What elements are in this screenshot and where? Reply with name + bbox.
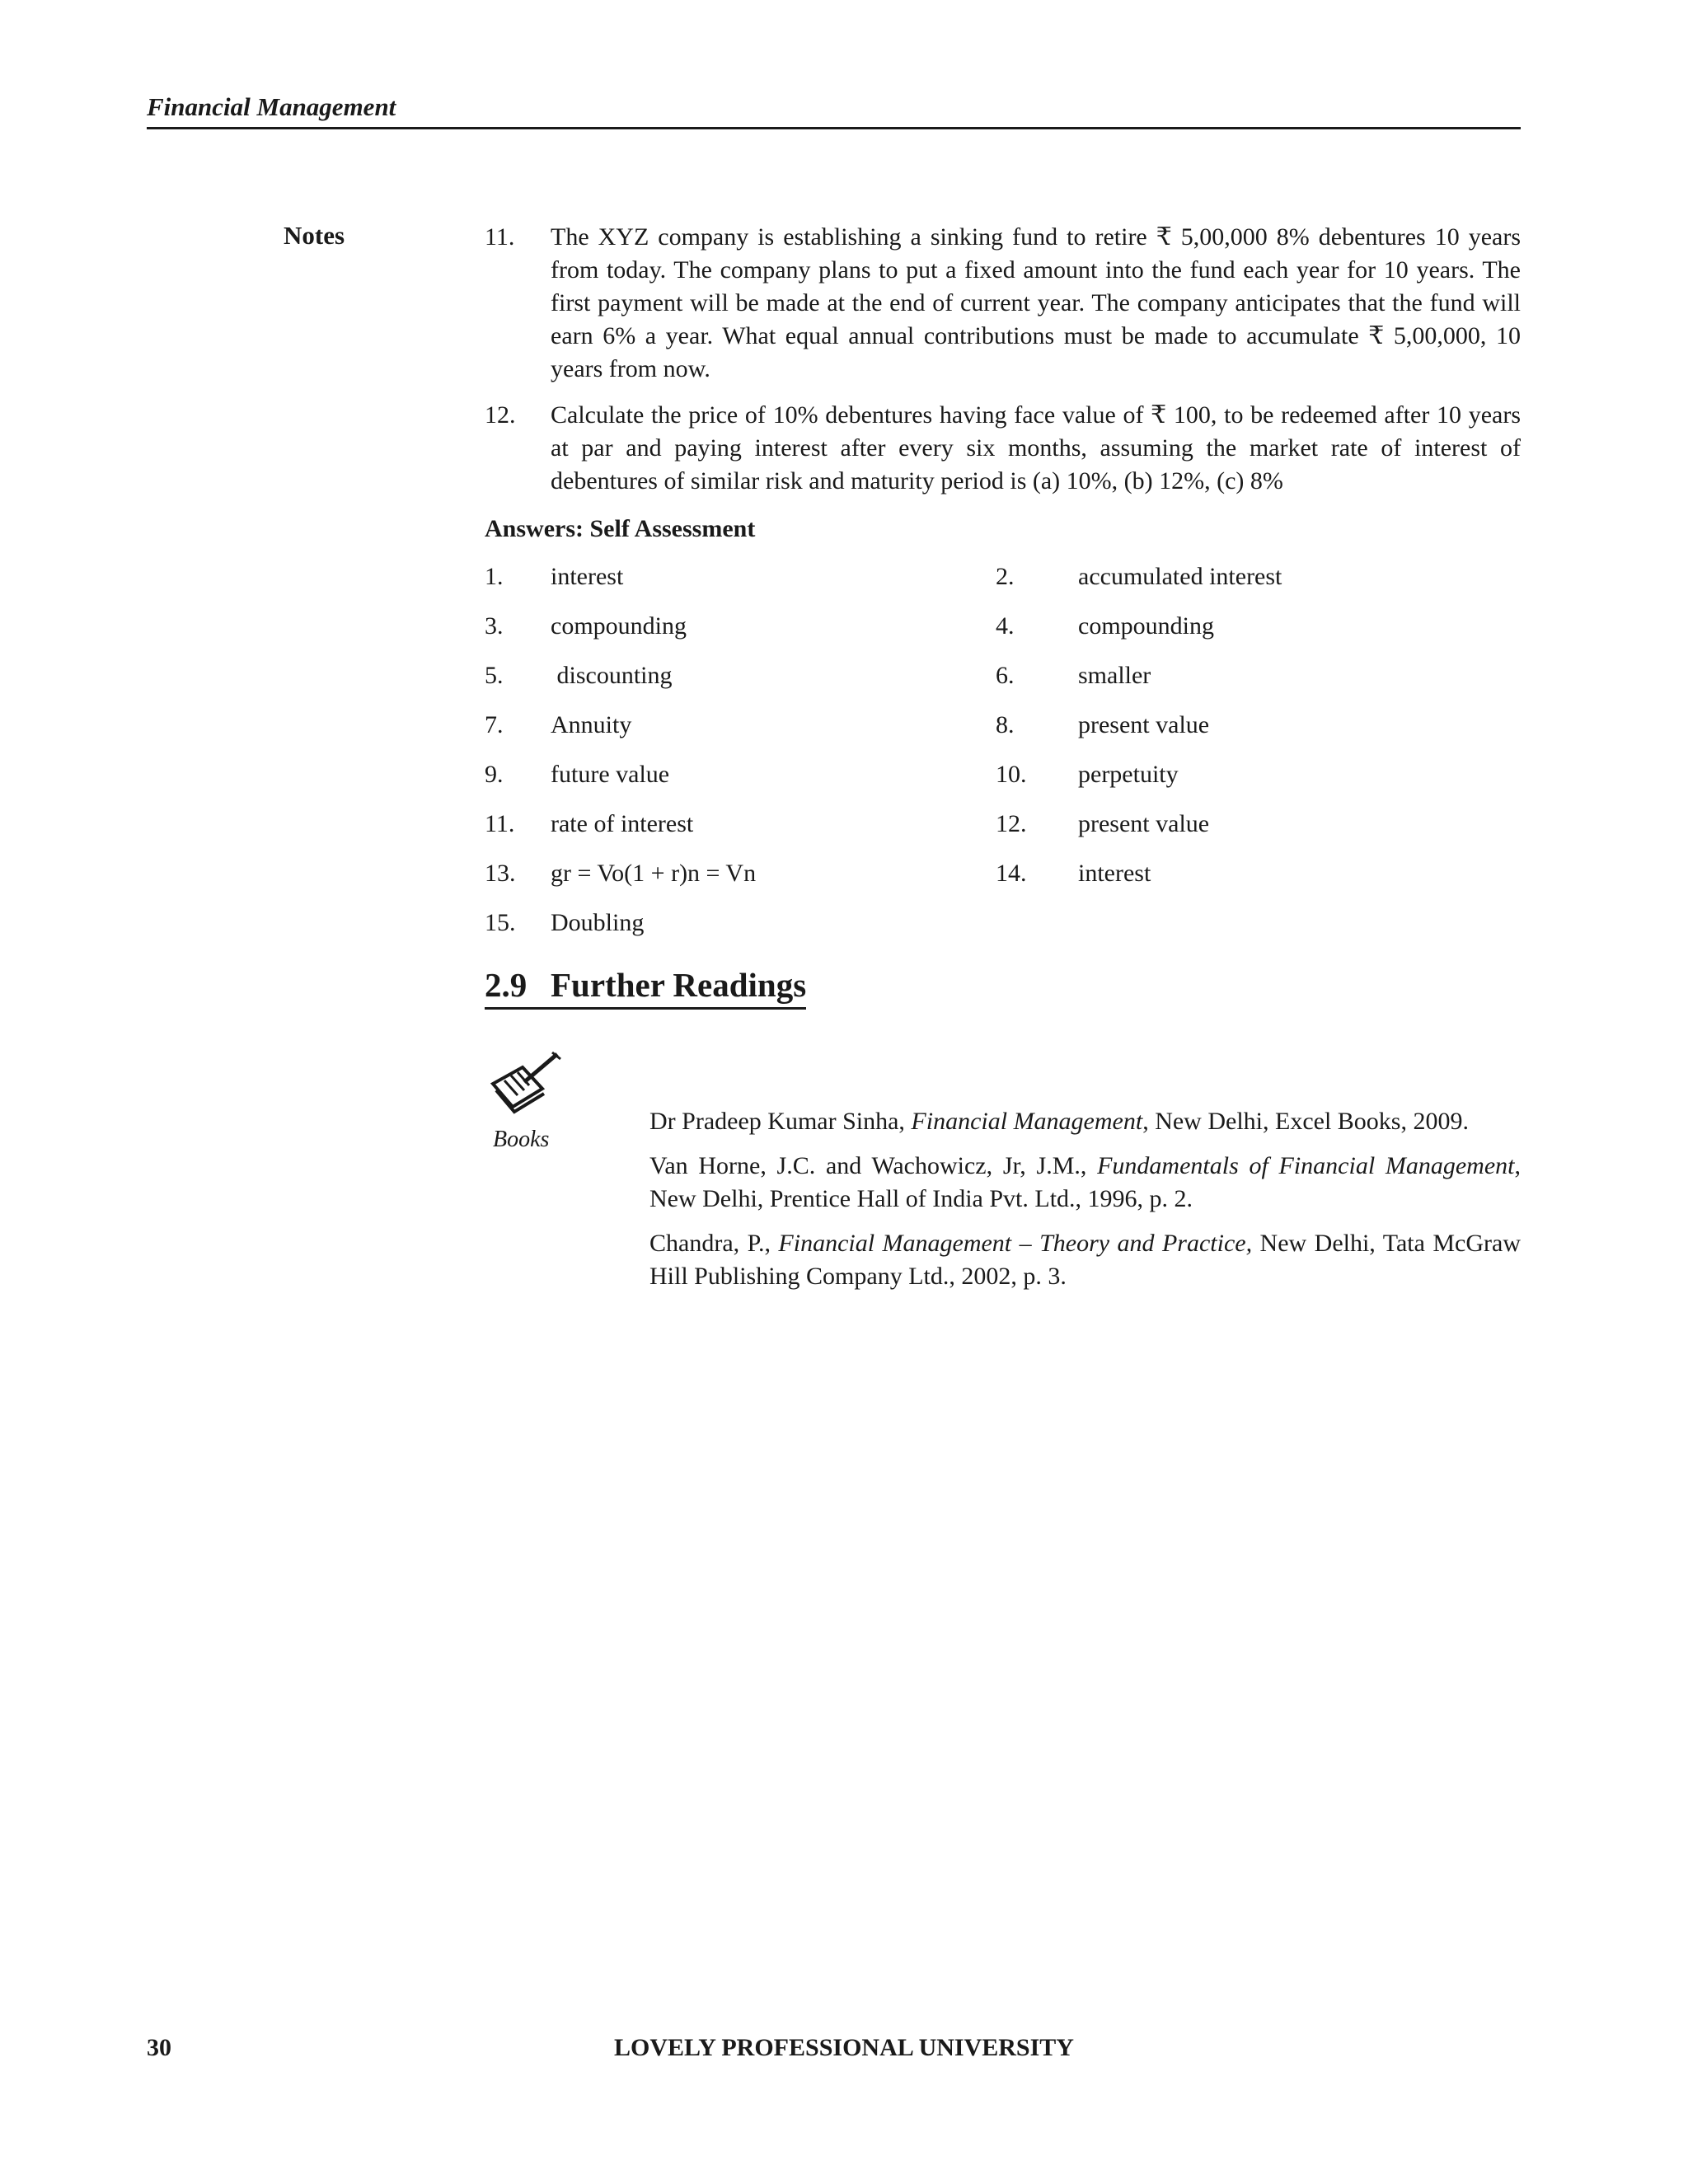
answer-text: compounding (1078, 612, 1214, 640)
answer-number: 2. (996, 563, 1015, 590)
answer-number: 11. (485, 810, 515, 837)
answer-number: 5. (485, 662, 504, 689)
running-title: Financial Management (147, 92, 396, 121)
answer-text: rate of interest (551, 810, 694, 837)
answer-item (996, 808, 1521, 841)
answer-text: future value (551, 761, 670, 788)
answer-number: 3. (485, 612, 504, 640)
answer-item (485, 808, 996, 841)
answer-number: 10. (996, 761, 1027, 788)
answer-text: Doubling (551, 909, 645, 936)
answer-text: interest (1078, 860, 1151, 887)
reference-item (649, 1227, 1521, 1293)
book-pen-icon (485, 1049, 567, 1120)
footer-university: LOVELY PROFESSIONAL UNIVERSITY (614, 2034, 1074, 2061)
answer-number: 7. (485, 711, 504, 738)
answer-text: accumulated interest (1078, 563, 1282, 590)
ref-text: Van Horne, J.C. and Wachowicz, Jr, J.M., (649, 1152, 1098, 1179)
ref-text: , New Delhi, Prentice Hall of India Pvt. Ltd., 1996, p. 2. (649, 1152, 1521, 1212)
reference-item (649, 1150, 1521, 1216)
page-number: 30 (147, 2034, 171, 2061)
answer-number: 1. (485, 563, 504, 590)
reference-list (649, 1049, 1521, 1293)
answer-item (996, 610, 1521, 643)
answer-number: 14. (996, 860, 1027, 887)
section-title (485, 964, 806, 1005)
ref-text: , New Delhi, Excel Books, 2009. (1142, 1108, 1469, 1135)
ref-text: New Delhi, Tata McGraw Hill Publishing Company Ltd., 2002, p. 3. (649, 1230, 1522, 1290)
answer-item (996, 758, 1521, 791)
answer-number: 9. (485, 761, 504, 788)
answer-item (996, 857, 1521, 890)
answer-text: compounding (551, 612, 687, 640)
further-readings (485, 1049, 1521, 1293)
answer-text: present value (1078, 711, 1210, 738)
answers-list (485, 560, 1521, 940)
answer-item (485, 610, 996, 643)
ref-text: Chandra, P., (649, 1230, 779, 1257)
ref-title: Fundamentals of Financial Management (1097, 1152, 1515, 1179)
ref-title: Financial Management – Theory and Practice, (778, 1230, 1253, 1257)
answer-item (485, 857, 996, 890)
answer-text: interest (551, 563, 624, 590)
answer-text: discounting (551, 662, 673, 689)
ref-text: Dr Pradeep Kumar Sinha, (649, 1108, 912, 1135)
answer-item (485, 758, 996, 791)
answer-number: 4. (996, 612, 1015, 640)
answer-item (485, 709, 996, 742)
answer-number: 8. (996, 711, 1015, 738)
question-text: Calculate the price of 10% debentures having face value of ₹ 100, to be redeemed after 10 years at par and paying interest after every six months, assuming the market rate of interest of debentures of similar risk and maturity period is (a) 10%, (b) 12%, (c) 8% (551, 401, 1521, 494)
answers-heading: Answers: Self Assessment (485, 515, 756, 542)
answer-text: perpetuity (1078, 761, 1179, 788)
answer-number: 13. (485, 860, 516, 887)
reference-item (649, 1105, 1521, 1138)
question-item (485, 399, 1521, 498)
running-header (147, 92, 1521, 129)
answer-item (996, 659, 1521, 692)
question-number: 11. (485, 223, 515, 251)
answer-text: gr = Vo(1 + r)n = Vn (551, 860, 757, 887)
notes-margin-label: Notes (284, 221, 345, 250)
books-label: Books (493, 1127, 550, 1152)
section-number: 2.9 (485, 966, 528, 1004)
answer-number: 6. (996, 662, 1015, 689)
answer-number: 12. (996, 810, 1027, 837)
answer-item (485, 659, 996, 692)
question-item (485, 221, 1521, 386)
answer-text: Annuity (551, 711, 632, 738)
section-heading (485, 964, 806, 1010)
answer-item (485, 907, 996, 940)
answer-text: smaller (1078, 662, 1151, 689)
answer-item (996, 709, 1521, 742)
answer-text: present value (1078, 810, 1210, 837)
main-content (485, 221, 1521, 1305)
section-title-text: Further Readings (551, 966, 807, 1004)
ref-title: Financial Management (911, 1108, 1143, 1135)
answer-number: 15. (485, 909, 516, 936)
answer-item (996, 560, 1521, 593)
question-number: 12. (485, 401, 516, 429)
question-text: The XYZ company is establishing a sinking fund to retire ₹ 5,00,000 8% debentures 10 years from today. The company plans to put a fixed amount into the fund each year for 10 years. The first payment will be made at the end of current year. The company anticipates that the fund will earn 6% a year. What equal annual contributions must be made to accumulate ₹ 5,00,000, 10 years from now. (551, 223, 1521, 382)
answer-item (485, 560, 996, 593)
